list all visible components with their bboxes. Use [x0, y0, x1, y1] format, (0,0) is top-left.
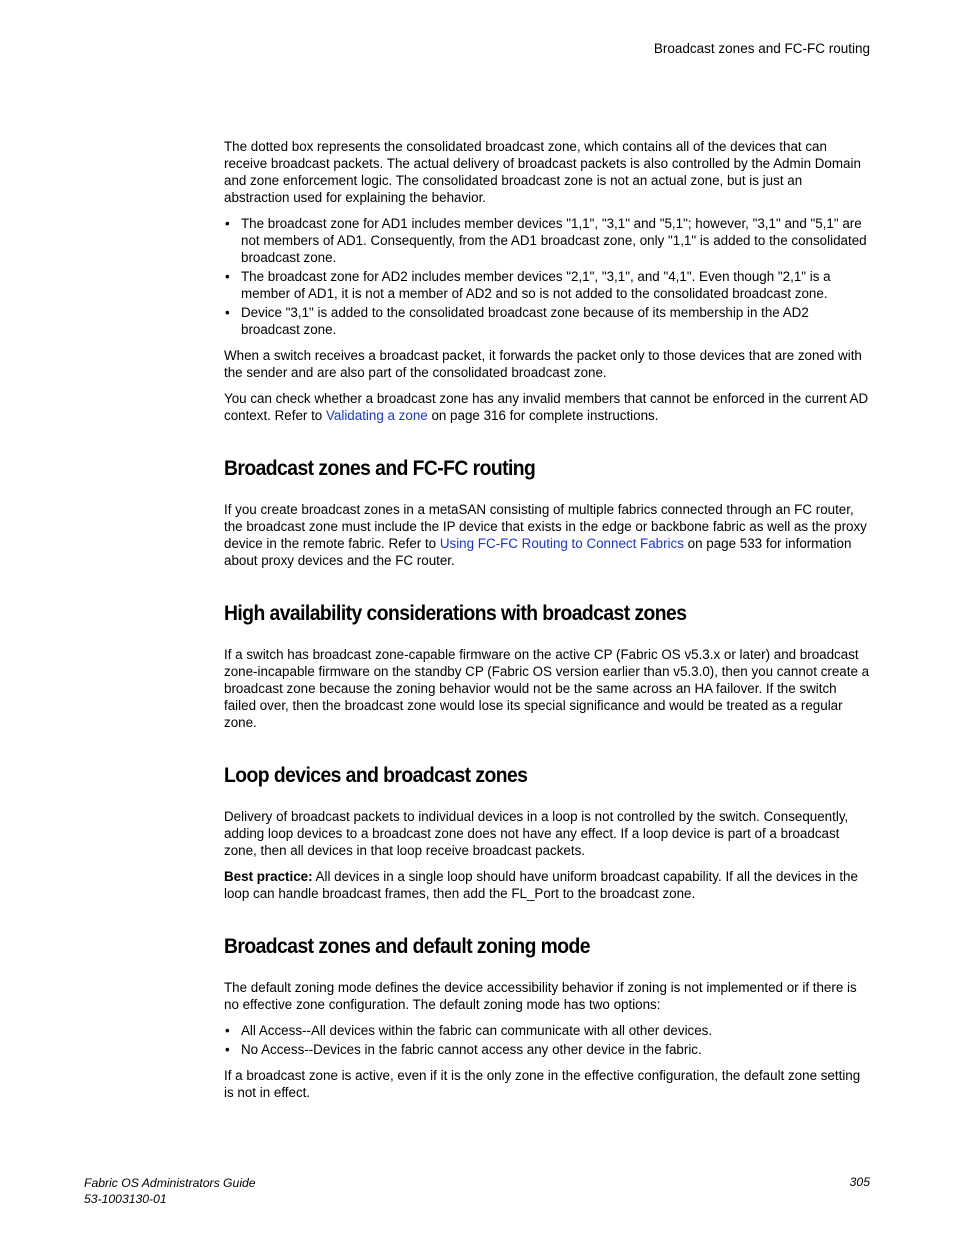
bullet-icon: •: [225, 305, 230, 320]
bullet-icon: •: [225, 1042, 230, 1057]
default-bullet-list: [224, 1022, 870, 1058]
running-header: Broadcast zones and FC-FC routing: [653, 41, 870, 56]
guide-title: Fabric OS Administrators Guide: [84, 1176, 256, 1190]
list-item: • No Access--Devices in the fabric cannot access any other device in the fabric.: [225, 1042, 702, 1057]
doc-number: 53-1003130-01: [84, 1192, 167, 1206]
default-paragraph-1: The default zoning mode defines the device accessibility behavior if zoning is not implemented or if there is no effective zone configuration. The default zoning mode has two options:: [224, 980, 857, 1012]
list-item: • The broadcast zone for AD2 includes member devices "2,1", "3,1", and "4,1". Even though "2,1" is a member of AD1, it is not a member of AD2 and so is not added to the consolidated broadcast zone.: [225, 269, 831, 301]
heading-loop-devices: Loop devices and broadcast zones: [224, 764, 528, 787]
page-content: [224, 138, 870, 1110]
intro-bullet-list: [224, 215, 870, 338]
validating-zone-link[interactable]: Validating a zone: [325, 408, 428, 423]
ha-paragraph: If a switch has broadcast zone-capable firmware on the active CP (Fabric OS v5.3.x or later) and broadcast zone-incapable firmware on the standby CP (Fabric OS version earlier than v5.3.0), then you cannot create a broadcast zone because the zoning behavior would not be the same across an HA failover. If the switch failed over, then the broadcast zone would lose its special significance and would be treated as a regular zone.: [224, 647, 870, 730]
heading-default-zoning: Broadcast zones and default zoning mode: [224, 935, 590, 958]
fcfc-routing-link[interactable]: Using FC-FC Routing to Connect Fabrics: [439, 536, 684, 551]
bullet-icon: •: [225, 216, 230, 231]
fcfc-paragraph: If you create broadcast zones in a metaSAN consisting of multiple fabrics connected through an FC router, the broadcast zone must include the IP device that exists in the edge or backbone fabric as well as the proxy device in the remote fabric. Refer to Using FC-FC Routing to Connect Fabrics on page 533 for information about proxy devices and the FC router.: [224, 502, 867, 568]
footer-left: [84, 1175, 256, 1207]
list-item: • All Access--All devices within the fabric can communicate with all other devices.: [225, 1023, 713, 1038]
bullet-icon: •: [225, 1023, 230, 1038]
page-number: 305: [849, 1175, 870, 1189]
list-item: • Device "3,1" is added to the consolidated broadcast zone because of its membership in the AD2 broadcast zone.: [225, 305, 809, 337]
list-item: • The broadcast zone for AD1 includes member devices "1,1", "3,1" and "5,1"; however, "3,1" and "5,1" are not members of AD1. Consequently, from the AD1 broadcast zone, only "1,1" is added to the consolidated broadcast zone.: [225, 216, 867, 265]
heading-fcfc-routing: Broadcast zones and FC-FC routing: [224, 457, 536, 480]
bullet-icon: •: [225, 269, 230, 284]
best-practice-label: Best practice:: [224, 869, 313, 884]
best-practice-paragraph: Best practice: All devices in a single loop should have uniform broadcast capability. If all the devices in the loop can handle broadcast frames, then add the FL_Port to the broadcast zone.: [224, 869, 858, 901]
intro-paragraph-1: The dotted box represents the consolidated broadcast zone, which contains all of the devices that can receive broadcast packets. The actual delivery of broadcast packets is also controlled by the Admin Domain and zone enforcement logic. The consolidated broadcast zone is not an actual zone, but is just an abstraction used for explaining the behavior.: [224, 139, 861, 205]
heading-high-availability: High availability considerations with broadcast zones: [224, 602, 687, 625]
default-paragraph-2: If a broadcast zone is active, even if it is the only zone in the effective configuration, the default zone setting is not in effect.: [224, 1068, 861, 1100]
intro-paragraph-2: When a switch receives a broadcast packet, it forwards the packet only to those devices that are zoned with the sender and are also part of the consolidated broadcast zone.: [224, 348, 862, 380]
loop-paragraph-1: Delivery of broadcast packets to individual devices in a loop is not controlled by the switch. Consequently, adding loop devices to a broadcast zone does not have any effect. If a loop device is part of a broadcast zone, then all devices in that loop receive broadcast packets.: [224, 809, 849, 858]
intro-paragraph-3: You can check whether a broadcast zone has any invalid members that cannot be enforced in the current AD context. Refer to Validating a zone on page 316 for complete instructions.: [224, 391, 869, 423]
